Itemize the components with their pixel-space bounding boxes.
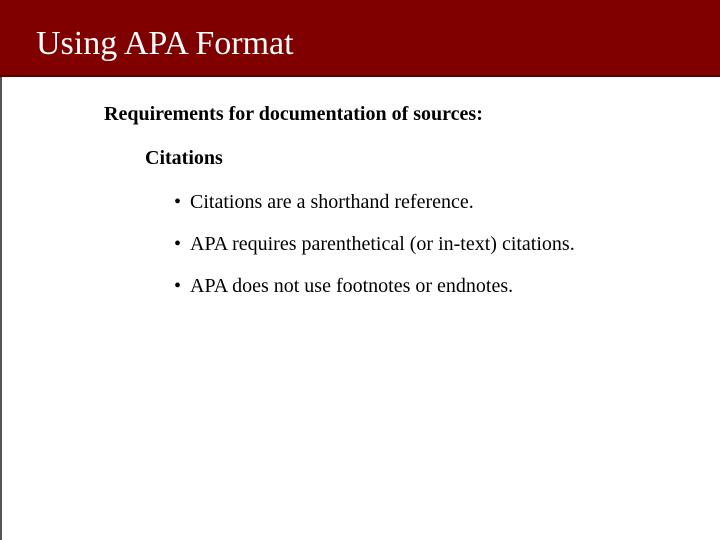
bullet-dot-icon: • <box>174 233 182 255</box>
left-border-rule <box>0 77 2 540</box>
bullet-item <box>174 272 575 300</box>
bullet-text: APA does not use footnotes or endnotes. <box>190 275 514 297</box>
bullet-item <box>174 188 575 216</box>
bullet-item <box>174 230 575 258</box>
section-heading: Requirements for documentation of sources: <box>104 103 483 125</box>
bullet-dot-icon: • <box>174 275 182 297</box>
bullet-text: APA requires parenthetical (or in-text) citations. <box>190 233 575 255</box>
title-bar <box>0 0 720 77</box>
bullet-list <box>174 188 575 314</box>
slide-title: Using APA Format <box>36 25 294 62</box>
subsection-heading: Citations <box>145 147 223 169</box>
bullet-text: Citations are a shorthand reference. <box>190 191 474 213</box>
bullet-dot-icon: • <box>174 191 182 213</box>
